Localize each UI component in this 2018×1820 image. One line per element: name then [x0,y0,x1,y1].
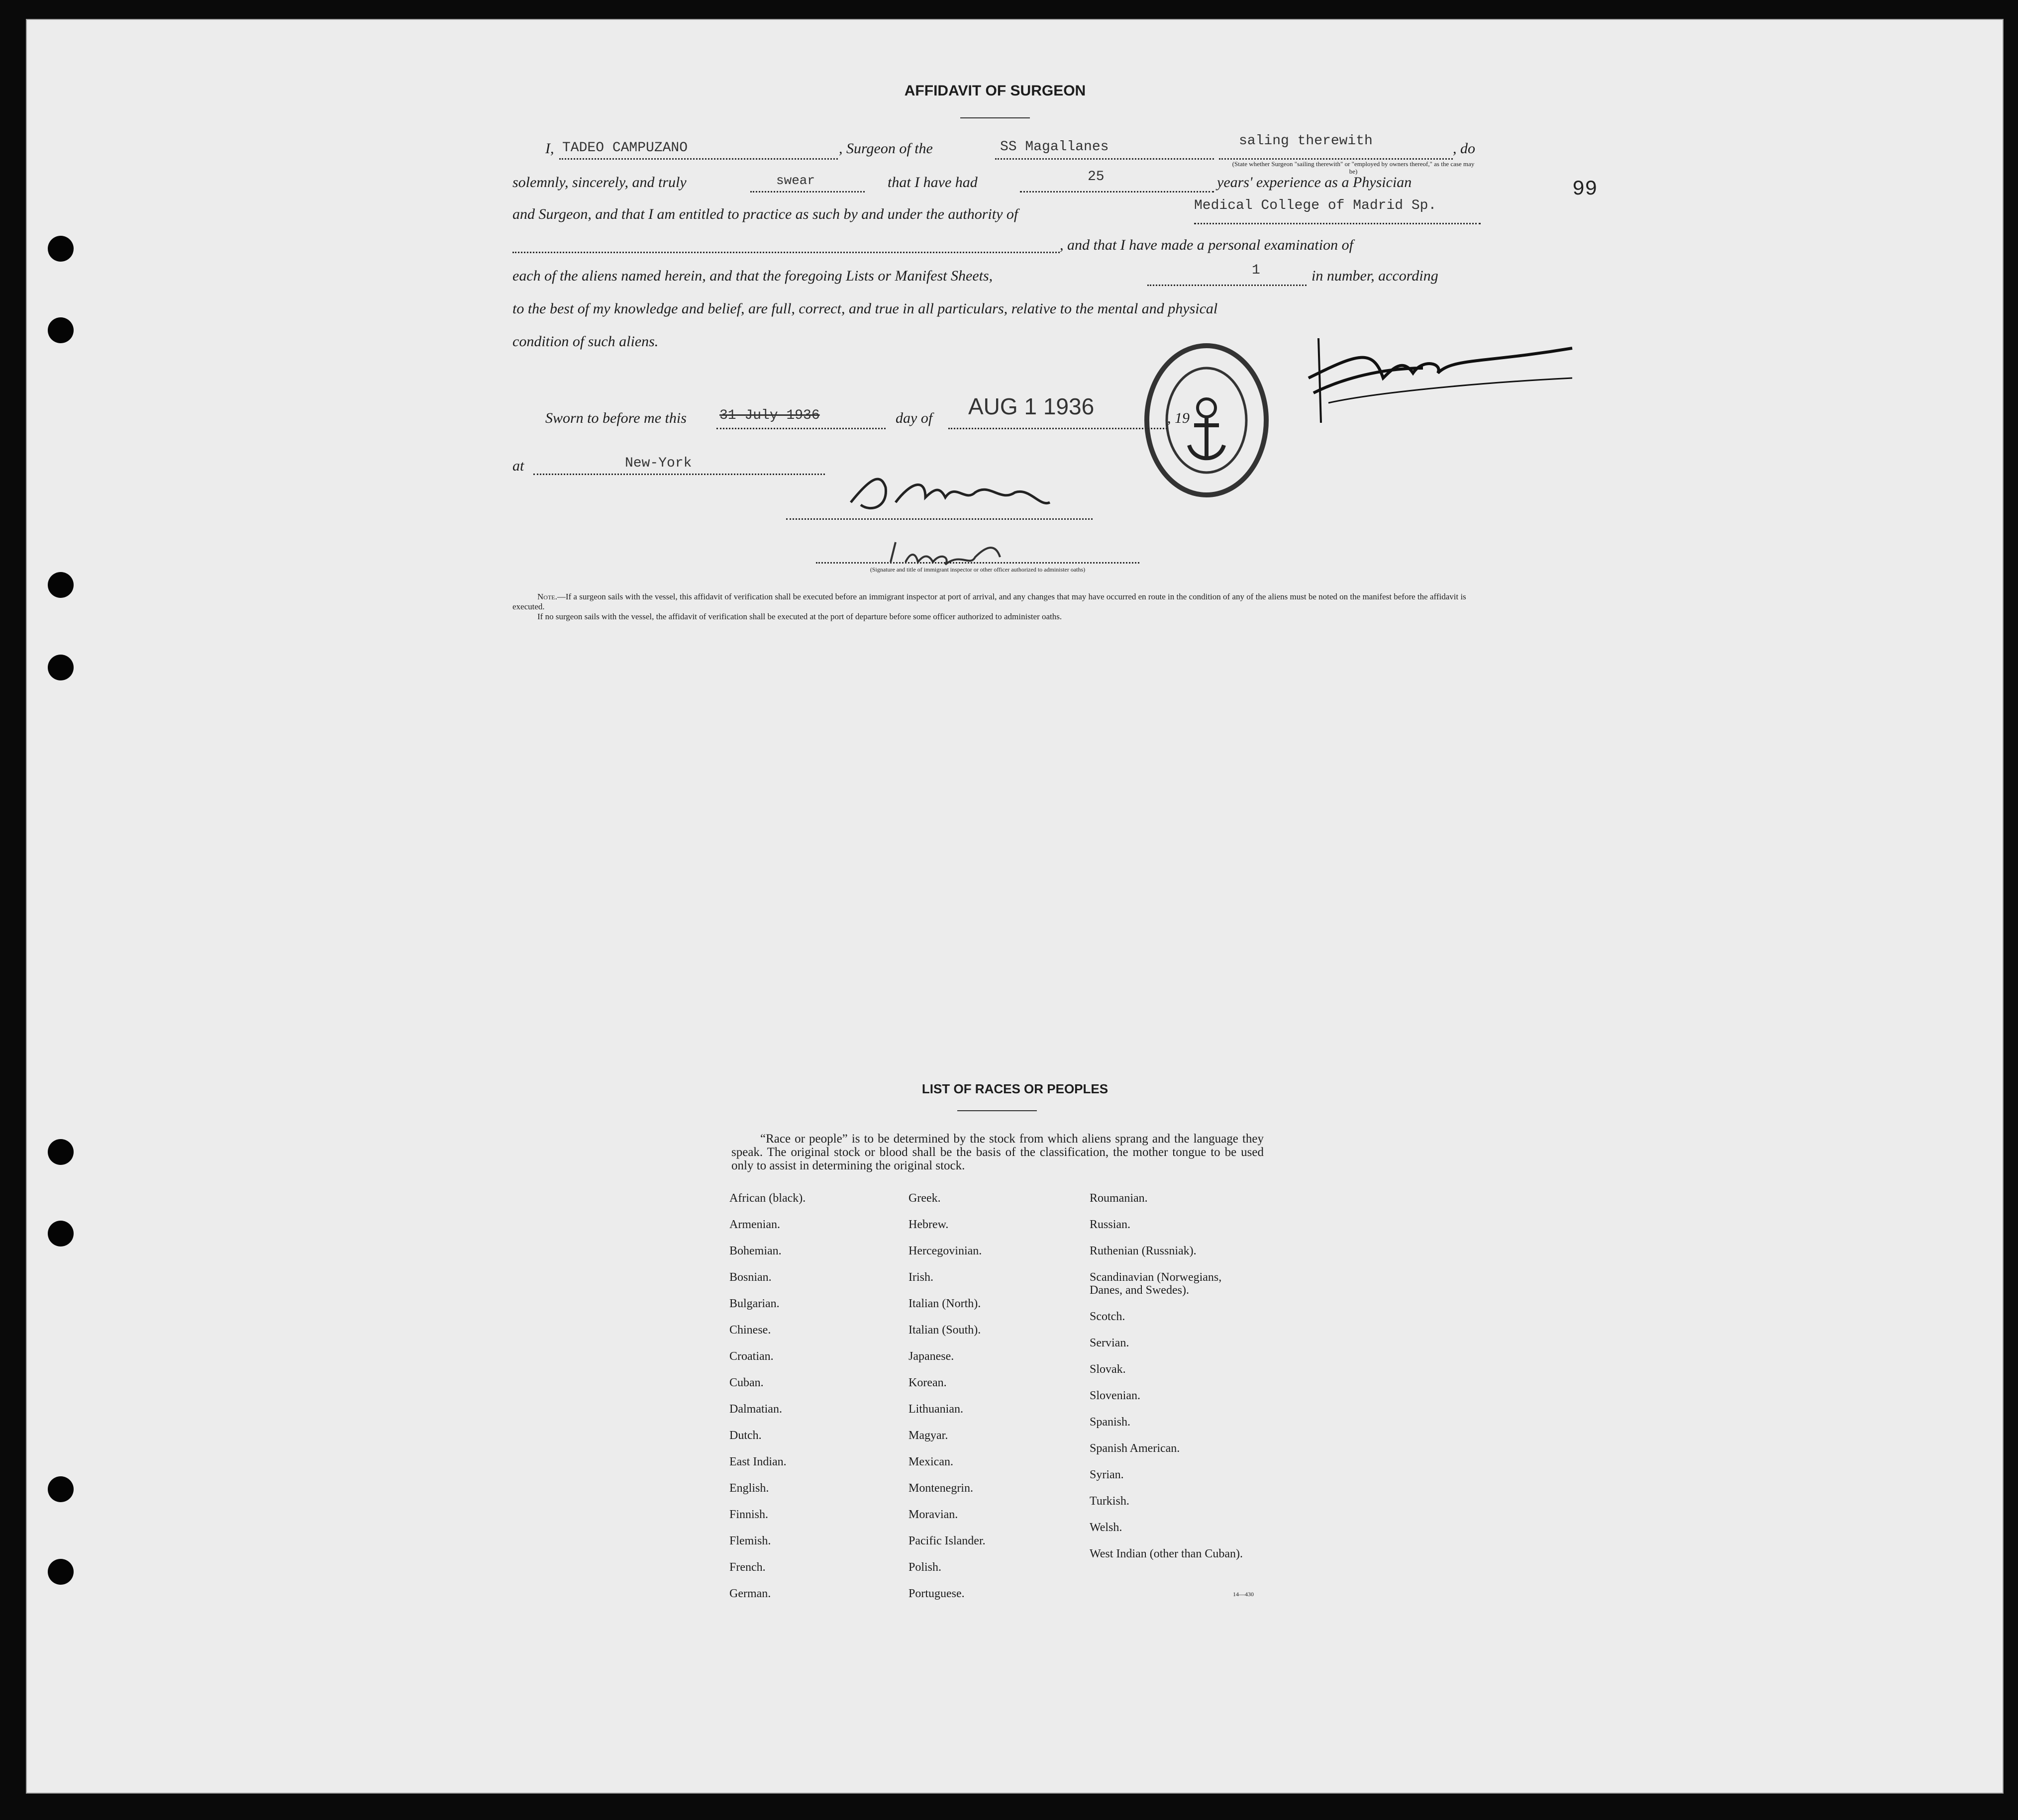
race-item: Pacific Islander. [908,1534,986,1547]
aff-text: , and that I have made a personal examination of [1060,237,1353,253]
punch-hole [48,317,74,343]
race-item: Italian (South). [908,1324,981,1337]
punch-hole [48,655,74,680]
sheets-field [1147,285,1307,286]
aff-text: in number, according [1312,268,1438,284]
aff-text: , Surgeon of the [839,140,933,157]
aff-text: I, [545,140,554,157]
race-item: Ruthenian (Russniak). [1090,1245,1197,1257]
races-title: LIST OF RACES OR PEOPLES [921,1081,1109,1096]
race-item: Spanish. [1090,1416,1131,1429]
surgeon-name: TADEO CAMPUZANO [562,140,688,156]
race-item: Cuban. [729,1376,764,1389]
aff-text: , 19 [1167,410,1190,426]
surgeon-name-field [559,158,838,160]
affidavit-title: AFFIDAVIT OF SURGEON [904,83,1086,99]
years-field [1020,191,1214,192]
race-item: Hebrew. [908,1218,949,1231]
race-item: West Indian (other than Cuban). [1090,1547,1243,1560]
race-item: Magyar. [908,1429,948,1442]
race-item: Scotch. [1090,1310,1125,1323]
race-item: Montenegrin. [908,1482,973,1495]
signature-caption: (Signature and title of immigrant inspector or other officer authorized to administer oaths) [870,566,1086,573]
race-item: Flemish. [729,1534,771,1547]
ship-seal [1139,338,1274,502]
aff-text: , do [1453,140,1475,157]
inspector-signature [841,468,1075,522]
aff-text: that I have had [888,174,978,191]
aff-text: years' experience as a Physician [1217,174,1412,191]
race-item: Slovak. [1090,1363,1126,1376]
aff-text: to the best of my knowledge and belief, are full, correct, and true in all particulars, relative to the mental and physical [512,300,1218,317]
race-item: Portuguese. [908,1587,965,1600]
race-item: French. [729,1561,766,1574]
sheets-count: 1 [1252,263,1260,278]
race-item: Bosnian. [729,1271,772,1284]
race-item: Italian (North). [908,1297,981,1310]
race-item: African (black). [729,1192,806,1205]
races-title-rule [957,1110,1037,1111]
oath-field [750,191,865,192]
aff-text: condition of such aliens. [512,333,659,350]
note-text-1: —If a surgeon sails with the vessel, this affidavit of verification shall be executed before an immigrant inspector at port of arrival, and any changes that may have occurred en route in the condition of any of the aliens must be noted on the manifest before the affidavit is executed. [512,592,1466,611]
race-item: Mexican. [908,1455,953,1468]
punch-hole [48,572,74,598]
aff-text: at [512,458,524,474]
race-item: English. [729,1482,769,1495]
aff-text: solemnly, sincerely, and truly [512,174,687,191]
race-item: Turkish. [1090,1495,1129,1508]
struck-date: 31-July-1936 [719,408,820,423]
race-item: German. [729,1587,771,1600]
race-item: Russian. [1090,1218,1131,1231]
oath-word: swear [776,173,815,188]
race-item: Dalmatian. [729,1403,782,1416]
status-field [1219,158,1453,160]
race-item: Dutch. [729,1429,762,1442]
place: New-York [625,456,692,471]
punch-hole [48,236,74,262]
race-item: Hercegovinian. [908,1245,982,1257]
punch-hole [48,1221,74,1246]
race-item: Japanese. [908,1350,954,1363]
race-item: Scandinavian (Norwegians, Danes, and Swedes). [1090,1271,1222,1297]
date-stamp: AUG 1 1936 [968,393,1095,419]
race-item: Servian. [1090,1337,1129,1349]
title-line [816,562,1139,564]
race-item: Moravian. [908,1508,958,1521]
years-experience: 25 [1088,169,1105,185]
race-item: Spanish American. [1090,1442,1180,1455]
aff-text: and Surgeon, and that I am entitled to practice as such by and under the authority of [512,206,1018,222]
authority: Medical College of Madrid Sp. [1194,198,1437,213]
race-item: Finnish. [729,1508,769,1521]
race-item: Greek. [908,1192,941,1205]
authority-field [1194,223,1481,224]
punch-hole [48,1559,74,1585]
race-item: Armenian. [729,1218,780,1231]
place-field [533,474,825,475]
title-rule [960,117,1030,118]
race-item: Roumanian. [1090,1192,1148,1205]
race-item: Polish. [908,1561,942,1574]
date-field [716,428,886,429]
aff-text: each of the aliens named herein, and that the foregoing Lists or Manifest Sheets, [512,268,993,284]
form-number: 14—430 [1233,1591,1254,1598]
punch-hole [48,1139,74,1165]
race-item: Irish. [908,1271,933,1284]
race-item: Korean. [908,1376,947,1389]
race-item: Chinese. [729,1324,771,1337]
race-item: East Indian. [729,1455,787,1468]
month-field [948,428,1167,429]
race-item: Bohemian. [729,1245,782,1257]
surgeon-status: saling therewith [1239,133,1373,149]
status-note: (State whether Surgeon "sailing therewith" or "employed by owners thereof," as the case may be) [1232,160,1475,175]
race-item: Syrian. [1090,1468,1124,1481]
authority-field-cont [512,252,1060,253]
page-number: 99 [1572,177,1598,201]
document-page [26,19,2004,1794]
note-label: Note. [537,592,557,601]
punch-hole [48,1476,74,1502]
note-text-2: If no surgeon sails with the vessel, the affidavit of verification shall be executed at the port of departure before some officer authorized to administer oaths. [537,612,1062,621]
signature-line [786,518,1093,520]
race-item: Welsh. [1090,1521,1122,1534]
race-item: Croatian. [729,1350,774,1363]
affidavit-note [512,592,1488,622]
vessel-name: SS Magallanes [1000,139,1109,155]
race-item: Slovenian. [1090,1389,1140,1402]
surgeon-signature [1274,318,1582,428]
vessel-field [995,158,1214,160]
races-intro: “Race or people” is to be determined by the stock from which aliens sprang and the language they speak. The original stock or blood shall be the basis of the classification, the mother tongue to be used only to assist in determining the original stock. [731,1132,1264,1172]
race-item: Bulgarian. [729,1297,780,1310]
aff-text: day of [896,410,933,426]
aff-text: Sworn to before me this [545,410,687,426]
race-item: Lithuanian. [908,1403,963,1416]
